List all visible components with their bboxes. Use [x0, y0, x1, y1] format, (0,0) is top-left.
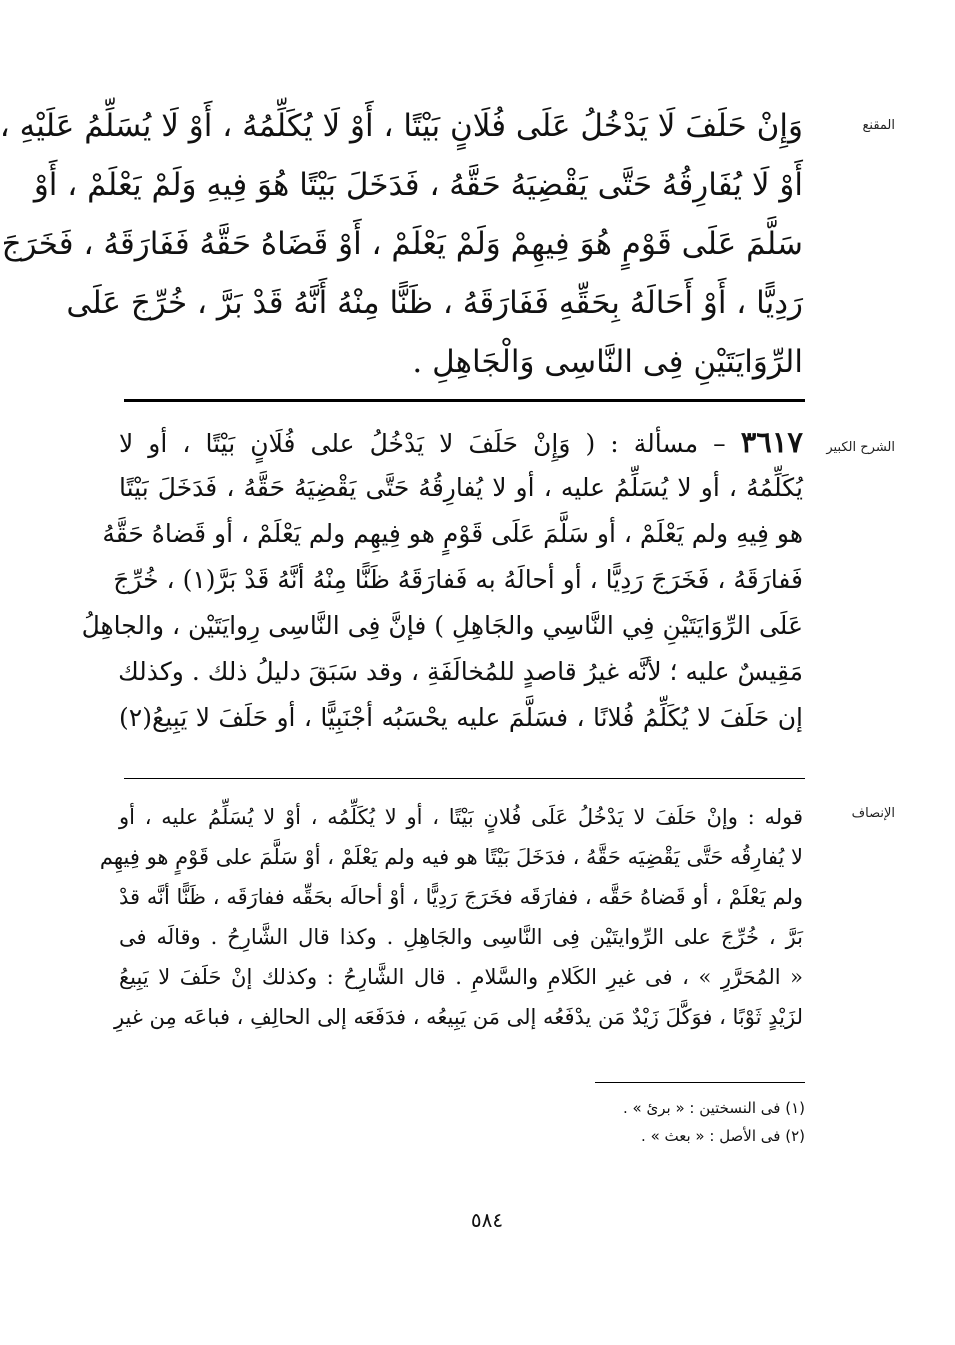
insaf-line: لزَيْدٍ ثَوْبًا ، فوَكَّلَ زَيْدٌ مَن يدْفَعُه إلى مَن يَبِيعُه ، فدَفَعَه إلى الحالِفِ ، فباعَه مِن غيرِ: [113, 1005, 803, 1029]
footnotes: [319, 1096, 805, 1152]
sharh-label: الشرح الكبير: [826, 440, 895, 455]
muqni-line: أَوْ لَا يُفَارِقُهُ حَتَّى يَقْضِيَهُ حَقَّهُ ، فَدَخَلَ بَيْتًا هُوَ فِيهِ وَلَمْ يَعْلَمْ ، أَوْ: [33, 167, 803, 203]
sharh-line: هو فِيهِ ولم يَعْلَمْ ، أو سَلَّمَ عَلَى قَوْمٍ هو فِيهِم ولم يَعْلَمْ ، أو قَضاهُ حَقَّهُ: [102, 519, 803, 548]
sharh-line: يُكَلِّمُهُ ، أو لا يُسَلِّمُ عليه ، أو لا يُفارِقُهُ حَتَّى يَقْضِيَهُ حَقَّهُ ، فَدَخَلَ بَيْتًا: [119, 473, 803, 502]
sharh-line: فَفارَقَهُ ، فَخَرَجَ رَدِيًّا ، أو أحالَهُ به فَفارَقَهُ ظَنًّا مِنْهُ أنَّهُ قَدْ بَرَّ(١) ، خُرِّجَ: [113, 565, 803, 594]
section-divider-thick: [124, 399, 805, 402]
insaf-line: لا يُفارِقُه حَتَّى يَقْضِيَه حَقَّهُ ، فدَخَلَ بَيْتًا هو فيه ولم يَعْلَمْ ، أوْ سَلَّمَ على قَوْمٍ هو فِيهِم: [99, 845, 803, 869]
insaf-label: الإنصاف: [851, 806, 895, 821]
muqni-text: [0, 100, 803, 395]
sharh-first-line-text: – مسألة : ( وَإِنْ حَلَفَ لا يَدْخُلُ على فُلَانٍ بَيْتًا ، أو لا: [119, 429, 741, 458]
sharh-line: عَلَى الرِّوَايَتَيْنِ فِي النَّاسِي والجَاهِلِ ) فإنَّ فِى النَّاسِى رِوايَتَيْن ، والجاهِلُ: [81, 611, 803, 640]
footnote: (١) فى النسختين : « برئ » .: [623, 1099, 805, 1117]
insaf-line: ولم يَعْلَمْ ، أو قَضاهُ حَقَّه ، ففارَقَه فخَرَجَ رَدِيًّا ، أوْ أحالَه بحَقِّه ففارَقَه ، ظَنًّا أنَّه قدْ: [119, 885, 803, 909]
sharh-line: إن حَلَفَ لا يُكَلِّمُ فُلانًا ، فسَلَّمَ عليه يحْسَبُه أجْنَبِيًّا ، أو حَلَفَ لا يَبِيعُ(٢): [119, 703, 803, 732]
insaf-text: [99, 800, 803, 1040]
muqni-line: الرِّوَايَتَيْنِ فِى النَّاسِى وَالْجَاهِلِ .: [412, 344, 803, 380]
muqni-line: سَلَّمَ عَلَى قَوْمٍ هُوَ فِيهِمْ وَلَمْ يَعْلَمْ ، أَوْ قَضَاهُ حَقَّهُ فَفَارَقَهُ ، فَخَرَجَ: [1, 226, 803, 262]
page-number: ٥٨٤: [470, 1208, 504, 1232]
muqni-line: رَدِيًّا ، أَوْ أَحَالَهُ بِحَقِّهِ فَفَارَقَهُ ، ظَنًّا مِنْهُ أَنَّهُ قَدْ بَرَّ ، خُرِّجَ عَلَى: [66, 285, 803, 321]
section-divider-thin: [124, 778, 805, 779]
insaf-line: « المُحَرَّرِ » ، فى غيرِ الكَلامِ والسَّلامِ . قال الشَّارِحُ : وكذلك إنْ حَلَفَ لا يَبِيعُ: [119, 965, 803, 989]
footnote: (٢) فى الأصل : « بعث » .: [641, 1127, 805, 1145]
sharh-first-line: [119, 422, 803, 468]
insaf-line: بَرَّ ، خُرِّجَ على الرِّوايتَيْن فِى النَّاسِى والجَاهِلِ . وكذا قال الشَّارِحُ . وقالَه فى: [119, 925, 803, 949]
issue-number: ٣٦١٧: [740, 425, 803, 459]
footnote-divider: [595, 1082, 805, 1083]
sharh-text: [81, 422, 803, 744]
muqni-label: المقنع: [862, 118, 895, 133]
muqni-line: وَإِنْ حَلَفَ لَا يَدْخُلُ عَلَى فُلَانٍ بَيْتًا ، أَوْ لَا يُكَلِّمُهُ ، أَوْ لَا يُسَلِّمُ عَلَيْهِ ،: [0, 108, 803, 144]
sharh-line: مَقِيسٌ عليه ؛ لأنَّه غيرُ قاصدٍ للمُخالَفَةِ ، وقد سَبَقَ دليلُ ذلك . وكذلك: [118, 657, 803, 686]
insaf-line: قوله : وإنْ حَلَفَ لا يَدْخُلُ عَلَى فُلانٍ بَيْتًا ، أو لا يُكَلِّمُه ، أوْ لا يُسَلِّمُ عليه ، أو: [119, 805, 803, 829]
